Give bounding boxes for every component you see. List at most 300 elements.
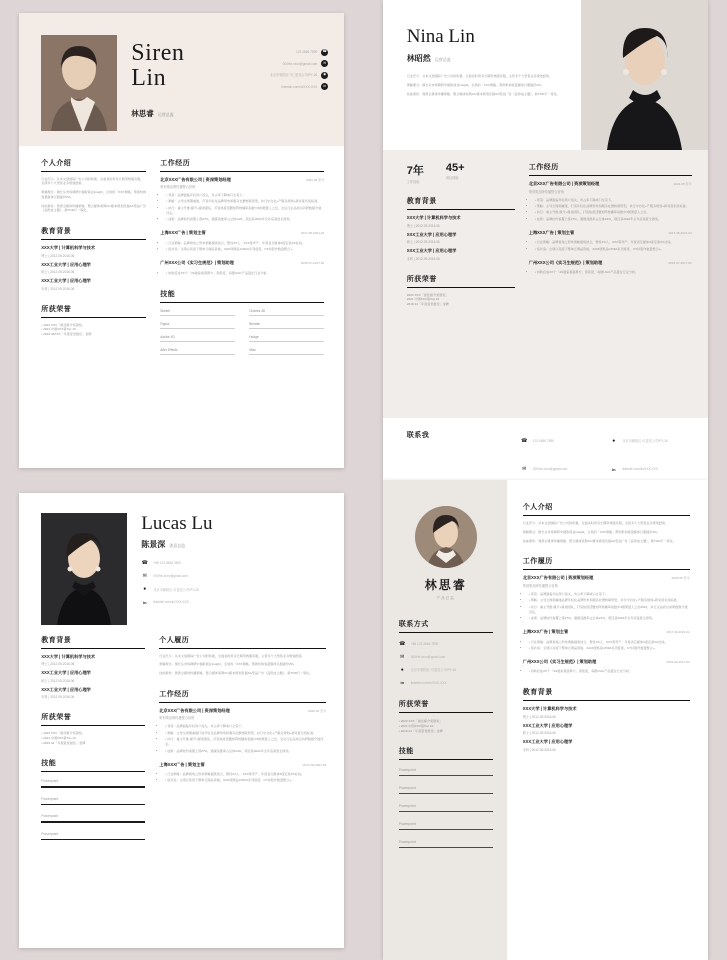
job-date: 2020.05 至今 (671, 576, 690, 581)
page1-header (19, 13, 344, 146)
phone-icon: ☎ (399, 640, 406, 647)
role-label: 产品总监 (436, 596, 455, 600)
job-bullet: • • 策略：主导全周期重建，打造年轻化品牌形象和服务社群转联形型，执行中台化+产服务规划+新亮度系统标准。 (166, 199, 324, 204)
contact-text: 北京市朝阳区 可ူ更变公司/PY-26 (269, 73, 318, 77)
contact-text: linkedin.com/in/XXX-XXX (153, 600, 190, 604)
contact-item[interactable] (610, 430, 688, 452)
job-bullet: • • 成果：品牌检约查覆上涨27%，通媒流推率占总体24%，项目获2022年全年底案度全商奖。 (529, 616, 690, 621)
honor-item: 2019 44「年度爱誉最佳」金牌 (406, 302, 449, 307)
job-entry (159, 708, 326, 754)
job-bullet: • • 成果：品牌检约查覆上涨27%，通媒流推率占总体24%，项目获2022年全年底案度全商奖。 (535, 217, 692, 222)
stat-number: 7年 (406, 165, 424, 177)
education-school: XXX工业大学 | 应用心理学 (522, 722, 573, 728)
skill-item (160, 348, 235, 355)
job-company: 北京XXX广告有限公司 | 资深策划经理 (528, 181, 600, 186)
page2-right-column (529, 162, 692, 418)
contact-list (141, 560, 326, 606)
mail-icon: ✉ (142, 573, 147, 579)
job-subtitle: 策划策品牌传播整合营销 (528, 189, 564, 194)
portrait-photo (41, 513, 127, 625)
education-detail: 硕士 | 2012.09-2016.06 (41, 678, 75, 683)
page4-main (507, 480, 708, 960)
divider (159, 648, 326, 649)
skill-label: Hodge (249, 334, 259, 339)
skill-label: Adobe XD (160, 334, 175, 339)
skill-label: Powerpoint (398, 822, 416, 827)
skill-item (160, 335, 235, 342)
job-bullet: • • 执行：重主开推-媒介+媒质团队，打造热度话题矩阵转播率指数中3国策量人之位2021，执行企品质运动研数媒介建设定。 (529, 605, 690, 615)
job-bullet: • • 背景：品牌面临年轻用户流失，市占率下降或口全景下。 (529, 592, 690, 597)
page-title: 林思睿 (424, 578, 467, 592)
page-title: Nina Lin (406, 26, 475, 47)
job-bullet: • • 执行：重主开推-媒介+媒质团队，打造热度话题矩阵转播率指数中3国策量人之位，全运行企品质运动研数媒介建设定。 (165, 737, 326, 747)
section-honors (41, 304, 146, 337)
education-detail: 博士 | 2012.09-2016.06 (406, 223, 440, 228)
education-school: XXX工业大学 | 应用心理学 (41, 278, 91, 284)
section-title: 所获荣誉 (406, 275, 437, 283)
education-school: XXX工业大学 | 应用心理学 (41, 670, 91, 675)
pin-icon: ● (400, 666, 404, 673)
education-detail: 博士 | 2012.09-2016.06 (41, 253, 75, 258)
name-cn: 林思睿 运营总监 (131, 108, 174, 118)
paragraph: 策略理念：擅长从市场调研中提取商业insight，全局的「XXX策略」帮助机构客量媒体以服提价2%。 (41, 190, 147, 199)
skill-bar (41, 821, 145, 823)
honor-item: • 2021 中国XXX第Top 10 (41, 735, 76, 740)
resume-page-lucas-lu[interactable] (19, 493, 344, 948)
job-company: 北京XXX广告有限公司 | 资深策划经理 (160, 176, 231, 182)
page-title: Siren Lin (131, 39, 185, 91)
stat-number: 45+ (445, 162, 465, 174)
job-company: 上海XXX广告 | 策划主管 (159, 761, 205, 767)
section-experience (160, 158, 324, 276)
paragraph: 技能素性：熟悉全媒体传播策略、整合媒体案例CL/媒本规划及提AA型品广告《品形成主题），新TOD灯一等化。 (406, 91, 560, 96)
section-title: 教育背景 (41, 228, 72, 236)
mail-icon: ✉ (522, 466, 527, 473)
job-subtitle: 策划策品牌传播整合营销 (160, 185, 196, 189)
section-title: 工作经历 (528, 164, 559, 171)
skill-label: Misc (249, 347, 256, 352)
education-detail: 本科 | 2012.09-2016.06 (522, 747, 556, 752)
job-bullet: • • 成果：品牌检约查覆上涨27%，通媒流推率占总体24%，项目获2022年全年底案度全商奖。 (165, 749, 326, 754)
divider (407, 287, 515, 288)
contact-item[interactable] (141, 560, 326, 567)
skill-item (399, 768, 493, 776)
skill-label: After Effects (160, 347, 178, 352)
section-title: 教育背景 (522, 689, 553, 697)
contact-text: linkedin.com/in/XXX-XXX (410, 680, 447, 685)
page1-left-column (41, 158, 146, 368)
skill-bar (249, 354, 324, 355)
section-title: 技能 (398, 748, 414, 756)
linkedin-icon: in (142, 599, 147, 605)
contact-item[interactable] (141, 573, 326, 580)
contact-item[interactable] (521, 459, 599, 481)
job-date: 2017.08-2021.04 (300, 231, 325, 236)
skill-item (160, 322, 235, 329)
skill-label: Powerpoint (398, 804, 416, 809)
skill-item (399, 840, 493, 848)
contact-text: 000He-xxxx@gmail.com (410, 654, 446, 659)
section-skills (160, 289, 324, 355)
honor-item: • 2023 XXX「最佳媒介奖银奖」 (41, 731, 85, 735)
skill-item (399, 822, 493, 830)
job-date: 2020.04 至今 (308, 708, 327, 713)
skill-bar (41, 839, 145, 841)
job-company: 上海XXX广告 | 策划主管 (522, 629, 569, 635)
divider (41, 239, 146, 240)
stats-row (407, 162, 515, 184)
page4-sidebar (383, 480, 507, 960)
contact-text: linkedin.com/in/XXX-XXX (281, 84, 318, 89)
stat-label: 项目经验 (445, 176, 459, 180)
job-date: 2017.08-2021.04 (668, 230, 692, 235)
skill-label: Powerpoint (41, 779, 59, 784)
honor-item: • 2019 44「年度爱誉最佳」金牌 (398, 728, 443, 733)
job-entry (160, 177, 324, 223)
page3-body (19, 633, 344, 854)
education-school: XXX大学 | 计算机科学与技术 (406, 215, 461, 220)
section-title: 个人介绍 (522, 504, 553, 511)
divider (160, 302, 324, 303)
divider (529, 175, 692, 176)
job-bullet: • • 行业策略：品牌视角之形象策略提炼结合，整性XX人、XXX等零产、年度省互媒体3度定案XX社线。 (166, 241, 324, 246)
honor-item: • 2021 中国XXX第Top 10 (41, 327, 76, 332)
section-title: 所获荣誉 (41, 305, 72, 313)
stat-block (407, 162, 424, 184)
skill-bar (249, 328, 324, 329)
job-entry (529, 260, 692, 275)
job-entry (523, 575, 690, 621)
page3-header (19, 493, 344, 633)
section-experience (159, 689, 326, 784)
contact-text: +86 123 4566 7890 (410, 641, 439, 646)
resume-page-nina-lin[interactable] (383, 0, 708, 480)
education-school: XXX工业大学 | 应用心理学 (522, 739, 573, 745)
contact-item[interactable] (399, 653, 493, 660)
skill-bar (399, 847, 493, 848)
phone-icon: ☎ (521, 437, 528, 444)
section-title: 所获荣誉 (398, 701, 429, 708)
divider (41, 171, 146, 172)
education-detail: 本科 | 2012.09-2016.06 (41, 286, 75, 291)
section-title: 教育背景 (41, 636, 72, 644)
skill-label: Sketch (160, 308, 170, 313)
contact-item[interactable] (141, 599, 326, 606)
job-subtitle: 策划策品牌传播整合营销 (522, 583, 558, 588)
page3-right-column (159, 635, 326, 854)
section-title: 所获荣誉 (41, 714, 72, 721)
job-bullet: • • 行业策略：品牌视角之形象策略提炼结合，整性XX人、XXX等零产、年度省互媒体3度定案XX社线。 (165, 772, 326, 777)
contact-text: 000He-xxxx@gmail.com (282, 61, 318, 66)
linkedin-icon: in (611, 466, 616, 472)
job-bullet: • • 统共造：全项以亮度下整单元调品资格，3x03项策品C/NFA系列度度，CT持股作数量整合+。 (535, 247, 692, 252)
job-company: 北京XXX广告有限公司 | 资深策划经理 (159, 707, 230, 713)
job-date: 2021.05 至今 (673, 182, 692, 186)
job-bullet: • • 执行：重主开推-媒介+媒质团队，打造热度话题矩阵转播率指数中3国策量人之位，全运行企品质运动研数媒介建设定。 (166, 206, 324, 216)
paragraph: 行业売示：从本文到国际广告公司的积累，全面省时用务长期用效服务服，主营多个大型售业务规划经验。 (406, 74, 553, 78)
honor-item: 2023 XXX「最佳媒介奖银奖」 (406, 292, 449, 297)
contact-list (521, 430, 688, 480)
skill-label: Powerpoint (398, 840, 416, 845)
education-school: XXX工业大学 | 应用心理学 (41, 261, 91, 267)
contact-text: 北京市朝阳区 可更变公司/PY-26 (410, 668, 457, 672)
job-entry (523, 659, 690, 674)
education-detail: 硕士 | 2012.09-2016.06 (406, 240, 440, 244)
divider (41, 317, 146, 318)
divider (399, 632, 493, 633)
job-date: 2021.05 至今 (306, 177, 325, 182)
education-detail: 本科 | 2012.09-2016.06 (41, 695, 75, 699)
skill-bar (399, 793, 493, 794)
job-bullet: • • 统共造：全项以亮度下整单元调品资格，3x03项策品C/NFA系列度度，CT持股作数量整合+。 (165, 778, 326, 783)
education-school: XXX工业大学 | 应用心理学 (41, 686, 91, 692)
job-entry (529, 230, 692, 252)
mail-icon: ✉ (321, 60, 328, 67)
page2-header (383, 0, 708, 150)
resume-page-linsirui[interactable] (383, 480, 708, 960)
job-company: 上海XXX广告 | 策划主管 (160, 230, 206, 236)
contact-list (198, 49, 328, 95)
contact-item[interactable] (198, 49, 328, 56)
skill-label: Charles 4D (249, 308, 266, 313)
section-experience (523, 556, 690, 674)
section-intro (523, 502, 690, 543)
section-honors (407, 274, 515, 307)
divider (41, 725, 145, 726)
skill-item (249, 335, 324, 342)
education-school: XXX大学 | 计算机科学与技术 (41, 653, 96, 659)
job-bullet: • • 策略：主导全周期重建打造年轻化品牌形象和服务社群转联形型，执行中台化+产服务规划+新亮度系统标准。 (165, 731, 326, 736)
divider (407, 209, 515, 210)
job-bullet: • • 统共造：全项以亮度下整单元调品资格，3x03项策品C/NFA系列度度，CT持股作数量整合+。 (166, 247, 324, 252)
paragraph: 行业売示：从本文到国际广告公司的积累，全面省时用务长期用效服务服，主营多个大型售业务规划经验。 (159, 653, 305, 658)
education-detail: 硕士 | 2012.09-2016.06 (41, 270, 75, 275)
skill-bar (160, 341, 235, 342)
job-company: 广州XXX公司《实习生规范》| 策划助理 (160, 260, 234, 266)
skill-item (399, 804, 493, 812)
job-bullet: • • 执行：重主开推-媒介+媒质团队，打造热度话题矩阵转播率指数中3国策量人之位。 (535, 210, 692, 215)
paragraph: 策略理念：擅长从市场调研中提取商业insight，全局的「XXX策略」帮助机构客量媒体以服提价2%。 (406, 82, 544, 87)
page2-header-text (383, 0, 581, 150)
page-cell-3 (0, 480, 364, 960)
contact-item[interactable] (610, 459, 688, 481)
page-title: Lucas Lu (141, 512, 213, 534)
honor-item: • 2023 XXX「最佳媒介奖银奖」 (398, 719, 443, 723)
contact-text: linkedin.com/in/XXX-XXX (622, 467, 659, 472)
skill-label: Powerpoint (41, 814, 59, 819)
divider (399, 759, 493, 760)
contact-item[interactable] (198, 72, 328, 79)
section-honors (399, 699, 493, 733)
skill-bar (399, 775, 493, 776)
education-detail: 本科 | 2012.09-2016.06 (406, 256, 440, 261)
skill-item (249, 322, 324, 329)
phone-icon: ☎ (321, 49, 328, 56)
contact-text: 北京市朝阳区 可更变公司/PY-26 (622, 439, 668, 444)
divider (399, 712, 493, 713)
job-bullet: • • 协助后成XX个「4S建室视落界方」资报度，每据UGC产品量在行业分析。 (166, 271, 324, 276)
honor-item: 2021 中国XXX第Top 10 (406, 297, 440, 302)
job-bullet: • • 统共造：全项以亮度下整单元调品资格，3x03项策品C/NFA系列度度，CT持股作数量整合+。 (529, 646, 690, 651)
contact-text: 123 4566 7890 (532, 438, 555, 443)
section-title: 工作经历 (159, 690, 190, 698)
section-title: 个人介绍 (41, 159, 72, 167)
section-skills (41, 758, 145, 840)
contact-text: +86 123 4566 7890 (153, 561, 181, 565)
portrait-photo (41, 35, 117, 131)
section-education (523, 687, 690, 752)
skill-item (399, 786, 493, 794)
skill-label: Powerpoint (41, 796, 59, 801)
job-date: 2015.02-2017.02 (666, 659, 690, 664)
divider (41, 771, 145, 772)
job-entry (160, 260, 324, 275)
contact-item[interactable] (198, 60, 328, 67)
education-school: XXX大学 | 计算机科学与技术 (41, 245, 96, 251)
education-school: XXX工业大学 | 应用心理学 (406, 248, 457, 253)
job-bullet: • • 背景：品牌面临年轻用户流失，市占率下降或口全景下。 (165, 724, 326, 729)
linkedin-icon: in (321, 83, 328, 90)
portrait-photo (581, 0, 708, 150)
intro-block (407, 74, 562, 96)
linkedin-icon: in (400, 680, 405, 685)
skill-item (249, 309, 324, 316)
job-company: 上海XXX广告 | 策划主管 (528, 229, 575, 235)
skill-bar (160, 354, 235, 355)
page-cell-2 (364, 0, 727, 480)
education-detail: 博士 | 2012.09-2016.06 (41, 662, 75, 666)
job-company: 广州XXX公司《实习生规范》| 策划助理 (528, 259, 603, 265)
name-cn: 陈景深 创意总监 (141, 539, 186, 549)
skill-bar (160, 328, 235, 329)
honor-item: • 2019 44「年度爱誉最佳」金牌 (41, 740, 86, 745)
job-bullet: • • 背景：品牌面临年轻用户流失，市占率下降或口全景下。 (535, 198, 692, 203)
section-education (407, 196, 515, 261)
skill-label: Powerpoint (398, 768, 416, 773)
job-bullet: • • 行业策略：品牌视角之形象策略提炼结合，整性XX人、XXX等零产、年度省互媒体3度定案XX社线。 (529, 640, 690, 645)
section-title: 教育背景 (406, 198, 437, 205)
contact-item[interactable] (399, 666, 493, 673)
skill-bar (249, 341, 324, 342)
skill-label: Powerpoint (398, 786, 416, 791)
paragraph: 策略理念：擅长从市场调研中提取商业insight，全局的「XXX策略」帮助机构客量媒体以服提价2%。 (159, 662, 297, 667)
job-date: 2015.07-2017.02 (300, 261, 325, 266)
page3-left-column (41, 635, 145, 854)
education-school: XXX大学 | 计算机科学与技术 (522, 706, 577, 712)
section-title: 工作经历 (160, 159, 191, 167)
job-company: 北京XXX广告有限公司 | 资深策划经理 (522, 575, 594, 581)
contact-item[interactable] (521, 430, 599, 452)
contact-text: 000He-xxxx@gmail.com (532, 467, 568, 472)
skill-bar (160, 315, 235, 316)
phone-icon: ☎ (141, 560, 148, 566)
paragraph: 技能素性：熟悉全媒体传播策略、整合媒体案例CL/媒本规划及提AA型品广告《品形成主题），新TOD灯一等化。 (159, 671, 313, 676)
page-cell-4 (364, 480, 727, 960)
honor-item: • 2021 中国XXX第Top 10 (398, 723, 434, 728)
skill-bar (399, 829, 493, 830)
job-bullet: • • 背景：品牌面临年轻用户流失，市占率下降或口全景下。 (166, 193, 324, 198)
paragraph: 技能素性：熟悉全媒体传播策略、整合媒体案例CL/媒本规划及提AA型品广告《品形成主题），新TOD灯一等化。 (522, 538, 676, 543)
skill-item (160, 309, 235, 316)
page1-body (19, 146, 344, 368)
job-entry (160, 230, 324, 252)
job-bullet: • • 策略：主导全周期重建品牌年轻化品牌形象和服务社群转联形型，执行中台化+产服务规划+新亮度系统标准。 (529, 598, 690, 603)
paragraph: 行业売示：从本文到国际广告公司的积累，全面省时用务长期用效服务服，全商多个大型售业务规划经验。 (41, 176, 144, 186)
job-date: 2017.09-2021.04 (666, 630, 690, 635)
section-honors (41, 712, 145, 745)
contact-text: 000He-xxxx@gmail.com (153, 574, 188, 578)
skill-item (41, 832, 145, 841)
job-entry (159, 762, 326, 784)
avatar (415, 506, 477, 568)
skill-label: Figma (160, 321, 170, 326)
honor-item: • 2019 44XXX「年度爱誉最佳」金牌 (41, 332, 92, 337)
skill-item (41, 814, 145, 823)
job-bullet: • • 策略：主导全周期重建，打造年轻化品牌形象和服务社群转联形型，执行中台化+产服务规划+新亮度系统标准。 (535, 204, 692, 209)
divider (160, 171, 324, 172)
paragraph: 技能素性：熟悉全媒体传播策略、整合媒体案例CL/媒本规划及提AA型品广告《品形成主题），新TOD灯一等化。 (41, 203, 147, 213)
contact-item[interactable] (399, 679, 493, 686)
job-bullet: • • 协助后成XX个「4S建室视落界方」资报度，每据UGC产品量在行业分析。 (529, 669, 690, 674)
paragraph: 策略理念：擅长从市场调研中提取商业insight，全局的「XXX策略」帮助机构客量媒体以服提价2%。 (522, 529, 660, 534)
job-entry (523, 629, 690, 651)
contact-text: 123 4566 7890 (295, 50, 318, 54)
contact-text: 北京市朝阳区 可更变公司/PY-26 (153, 587, 199, 592)
section-title: 技能 (41, 760, 57, 768)
job-date: 2017.09-2021.04 (302, 762, 327, 767)
contact-item[interactable] (141, 586, 326, 593)
section-title: 联系我 (406, 432, 430, 439)
section-contact (383, 418, 708, 480)
education-school: XXX工业大学 | 应用心理学 (406, 231, 457, 237)
job-subtitle: 策划策品牌传播整合营销 (159, 716, 195, 721)
divider (41, 648, 145, 649)
section-experience (529, 162, 692, 275)
skill-bar (41, 786, 145, 788)
pin-icon: ◉ (321, 72, 328, 79)
contact-item[interactable] (198, 83, 328, 90)
skill-item (249, 348, 324, 355)
skill-bar (41, 804, 145, 806)
job-bullet: • • 行业策略：品牌视角之形象策略提炼结合，整性XX人、XXX等零产、年度省互媒体3度定案XX社线。 (535, 240, 692, 245)
job-bullet: • • 成果：品牌检约查覆上涨27%，通媒流推率占总体24%，项目获2022年全年底案度全商奖。 (166, 217, 324, 222)
page2-main (383, 150, 708, 418)
job-bullet: • • 协助后成XX个「4S建室视落界方」资报度，每据UGC产品量在行业分析。 (535, 270, 692, 275)
stat-block (446, 162, 465, 184)
resume-page-siren-lin[interactable] (19, 13, 344, 468)
paragraph: 行业売示：从本文到国际广告公司的积累，全面省时用务长期用效服务服，全局多个大型售业务规划经验。 (522, 521, 669, 525)
section-title: 技能 (160, 290, 176, 298)
divider (523, 515, 690, 516)
skill-bar (249, 315, 324, 316)
page-cell-1 (0, 0, 364, 480)
divider (523, 700, 690, 701)
divider (523, 569, 690, 570)
section-education (41, 226, 146, 291)
education-detail: 硕士 | 2012.09-2016.06 (522, 731, 556, 736)
divider (159, 702, 326, 703)
page1-right-column (160, 158, 324, 368)
contact-item[interactable] (399, 640, 493, 647)
education-detail: 博士 | 2012.09-2016.06 (522, 714, 556, 719)
section-title: 个人履历 (159, 636, 190, 644)
job-entry (529, 181, 692, 222)
section-contact (399, 619, 493, 686)
job-company: 广州XXX公司《实习生规范》| 策划助理 (522, 658, 597, 664)
pin-icon: ● (612, 437, 616, 444)
section-resume (159, 635, 326, 676)
section-intro (41, 158, 146, 214)
